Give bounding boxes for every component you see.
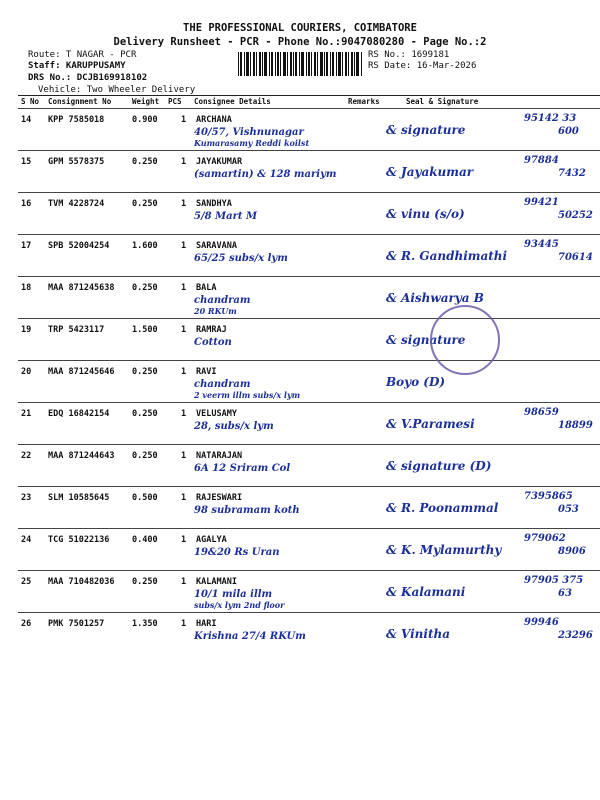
- handwritten-phone-line2: 50252: [558, 210, 593, 221]
- table-row: [18, 486, 600, 527]
- handwritten-address: 28, subs/x lym: [194, 421, 274, 432]
- weight-value: 0.250: [132, 157, 158, 167]
- signature: & Jayakumar: [386, 165, 474, 179]
- handwritten-phone: 98659: [524, 407, 559, 418]
- barcode: [238, 52, 364, 76]
- weight-value: 0.900: [132, 115, 158, 125]
- handwritten-phone-line2: 053: [558, 504, 579, 515]
- signature: Boyo (D): [386, 375, 446, 389]
- table-row: [18, 360, 600, 401]
- pieces-count: 1: [181, 241, 187, 251]
- handwritten-phone-line2: 63: [558, 588, 572, 599]
- col-consignment: Consignment No: [48, 97, 112, 106]
- rs-number: RS No.: 1699181: [368, 50, 450, 60]
- serial-number: 24: [21, 535, 32, 545]
- handwritten-phone: 97884: [524, 155, 559, 166]
- table-row: [18, 528, 600, 569]
- weight-value: 0.250: [132, 367, 158, 377]
- company-title: THE PROFESSIONAL COURIERS, COIMBATORE: [183, 22, 417, 34]
- pieces-count: 1: [181, 619, 187, 629]
- serial-number: 23: [21, 493, 32, 503]
- consignee-name: KALAMANI: [196, 577, 237, 587]
- weight-value: 0.250: [132, 577, 158, 587]
- signature: & Kalamani: [386, 585, 466, 599]
- col-remarks: Remarks: [348, 97, 380, 106]
- handwritten-phone: 99421: [524, 197, 559, 208]
- serial-number: 15: [21, 157, 32, 167]
- weight-value: 1.350: [132, 619, 158, 629]
- handwritten-address: 65/25 subs/x lym: [194, 253, 288, 264]
- consignment-number: MAA 710482036: [48, 577, 115, 587]
- handwritten-phone: 95142 33: [524, 113, 577, 124]
- runsheet-table: [18, 95, 600, 656]
- handwritten-address: 98 subramam koth: [194, 505, 300, 516]
- handwritten-phone-line2: 8906: [558, 546, 586, 557]
- handwritten-address: 40/57, Vishnunagar: [194, 127, 304, 138]
- consignment-number: TRP 5423117: [48, 325, 105, 335]
- pieces-count: 1: [181, 157, 187, 167]
- consignment-number: MAA 871245646: [48, 367, 115, 377]
- col-consignee: Consignee Details: [194, 97, 271, 106]
- consignment-number: SPB 52004254: [48, 241, 110, 251]
- handwritten-phone-line2: 70614: [558, 252, 593, 263]
- consignee-name: ARCHANA: [196, 115, 232, 125]
- serial-number: 17: [21, 241, 32, 251]
- handwritten-phone: 7395865: [524, 491, 573, 502]
- consignment-number: EDQ 16842154: [48, 409, 110, 419]
- handwritten-address-line2: 2 veerm illm subs/x lym: [194, 390, 301, 400]
- weight-value: 0.400: [132, 535, 158, 545]
- pieces-count: 1: [181, 283, 187, 293]
- serial-number: 16: [21, 199, 32, 209]
- handwritten-address: 19&20 Rs Uran: [194, 547, 280, 558]
- consignee-name: RAMRAJ: [196, 325, 227, 335]
- consignee-name: RAVI: [196, 367, 217, 377]
- consignee-name: AGALYA: [196, 535, 227, 545]
- consignment-number: KPP 7585018: [48, 115, 105, 125]
- consignment-number: SLM 10585645: [48, 493, 110, 503]
- signature: & Vinitha: [386, 627, 450, 641]
- table-row: [18, 234, 600, 275]
- vehicle-label: Vehicle: Two Wheeler Delivery: [38, 85, 196, 95]
- handwritten-phone: 97905 375: [524, 575, 584, 586]
- consignee-name: RAJESWARI: [196, 493, 243, 503]
- handwritten-phone-line2: 18899: [558, 420, 593, 431]
- staff-label: Staff: KARUPPUSAMY: [28, 61, 126, 71]
- handwritten-phone: 99946: [524, 617, 559, 628]
- consignment-number: MAA 871245638: [48, 283, 115, 293]
- handwritten-address-line2: Kumarasamy Reddi koilst: [194, 138, 310, 148]
- consignment-number: TCG 51022136: [48, 535, 110, 545]
- consignee-name: SANDHYA: [196, 199, 232, 209]
- consignee-name: SARAVANA: [196, 241, 237, 251]
- weight-value: 1.500: [132, 325, 158, 335]
- signature: & signature: [386, 333, 466, 347]
- handwritten-address: Krishna 27/4 RKUm: [194, 631, 306, 642]
- pieces-count: 1: [181, 367, 187, 377]
- handwritten-address-line2: 20 RKUm: [194, 306, 237, 316]
- consignment-number: MAA 871244643: [48, 451, 115, 461]
- handwritten-address: 10/1 mila illm: [194, 589, 273, 600]
- serial-number: 25: [21, 577, 32, 587]
- serial-number: 20: [21, 367, 32, 377]
- drs-label: DRS No.: DCJB169918102: [28, 73, 148, 83]
- serial-number: 26: [21, 619, 32, 629]
- col-signature: Seal & Signature: [406, 97, 479, 106]
- table-row: [18, 612, 600, 653]
- consignee-name: HARI: [196, 619, 217, 629]
- serial-number: 22: [21, 451, 32, 461]
- table-row: [18, 108, 600, 149]
- handwritten-phone-line2: 7432: [558, 168, 586, 179]
- serial-number: 14: [21, 115, 32, 125]
- table-row: [18, 402, 600, 443]
- weight-value: 0.250: [132, 451, 158, 461]
- consignment-number: TVM 4228724: [48, 199, 105, 209]
- signature: & vinu (s/o): [386, 207, 465, 221]
- weight-value: 0.250: [132, 199, 158, 209]
- weight-value: 0.500: [132, 493, 158, 503]
- pieces-count: 1: [181, 535, 187, 545]
- consignment-number: PMK 7501257: [48, 619, 105, 629]
- handwritten-phone-line2: 23296: [558, 630, 593, 641]
- weight-value: 1.600: [132, 241, 158, 251]
- route-label: Route: T NAGAR - PCR: [28, 50, 137, 60]
- handwritten-address: Cotton: [194, 337, 232, 348]
- handwritten-address: chandram: [194, 379, 251, 390]
- handwritten-phone-line2: 600: [558, 126, 579, 137]
- table-row: [18, 570, 600, 611]
- table-row: [18, 276, 600, 317]
- signature: & K. Mylamurthy: [386, 543, 502, 557]
- pieces-count: 1: [181, 199, 187, 209]
- pieces-count: 1: [181, 577, 187, 587]
- pieces-count: 1: [181, 409, 187, 419]
- weight-value: 0.250: [132, 409, 158, 419]
- consignee-name: NATARAJAN: [196, 451, 243, 461]
- pieces-count: 1: [181, 115, 187, 125]
- signature: & signature (D): [386, 459, 492, 473]
- signature: & Aishwarya B: [386, 291, 484, 305]
- consignee-name: VELUSAMY: [196, 409, 237, 419]
- handwritten-address: (samartin) & 128 mariym: [194, 169, 337, 180]
- serial-number: 18: [21, 283, 32, 293]
- table-row: [18, 150, 600, 191]
- handwritten-phone: 93445: [524, 239, 559, 250]
- company-seal: [430, 305, 500, 375]
- runsheet-subtitle: Delivery Runsheet - PCR - Phone No.:9047080280 - Page No.:2: [113, 36, 487, 48]
- col-sno: S No: [21, 97, 40, 106]
- table-row: [18, 318, 600, 359]
- col-pcs: PCS: [168, 97, 182, 106]
- handwritten-address: 5/8 Mart M: [194, 211, 258, 222]
- table-row: [18, 444, 600, 485]
- col-weight: Weight: [132, 97, 160, 106]
- signature: & R. Gandhimathi: [386, 249, 508, 263]
- weight-value: 0.250: [132, 283, 158, 293]
- signature: & R. Poonammal: [386, 501, 499, 515]
- handwritten-address: 6A 12 Sriram Col: [194, 463, 291, 474]
- signature: & signature: [386, 123, 466, 137]
- consignee-name: JAYAKUMAR: [196, 157, 243, 167]
- serial-number: 21: [21, 409, 32, 419]
- handwritten-address-line2: subs/x lym 2nd floor: [194, 600, 285, 610]
- handwritten-address: chandram: [194, 295, 251, 306]
- signature: & V.Paramesi: [386, 417, 475, 431]
- consignee-name: BALA: [196, 283, 217, 293]
- rs-date: RS Date: 16-Mar-2026: [368, 61, 477, 71]
- handwritten-phone: 979062: [524, 533, 566, 544]
- table-row: [18, 192, 600, 233]
- pieces-count: 1: [181, 325, 187, 335]
- pieces-count: 1: [181, 451, 187, 461]
- serial-number: 19: [21, 325, 32, 335]
- pieces-count: 1: [181, 493, 187, 503]
- consignment-number: GPM 5578375: [48, 157, 105, 167]
